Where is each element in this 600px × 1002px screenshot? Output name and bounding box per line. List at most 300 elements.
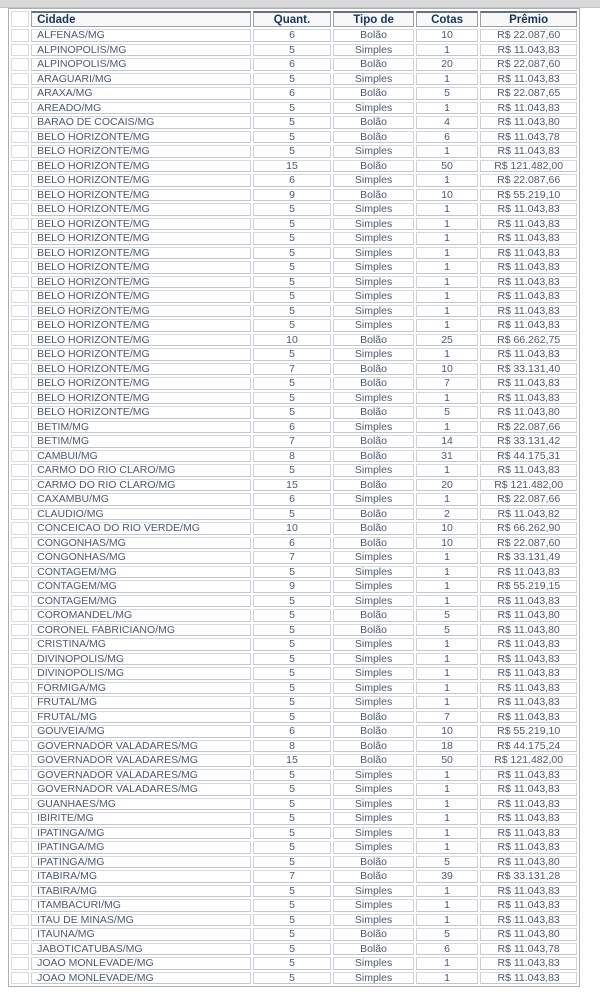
table-row xyxy=(11,116,577,129)
cell-cotas: 1 xyxy=(416,276,478,289)
row-spacer-cell xyxy=(11,421,29,434)
row-spacer-cell xyxy=(11,682,29,695)
cell-cotas: 1 xyxy=(416,798,478,811)
column-header-tipo: Tipo de xyxy=(333,11,414,27)
row-spacer-cell xyxy=(11,305,29,318)
cell-premio: R$ 11.043,83 xyxy=(480,218,577,231)
row-spacer-cell xyxy=(11,537,29,550)
cell-premio: R$ 121.482,00 xyxy=(480,754,577,767)
cell-premio: R$ 121.482,00 xyxy=(480,160,577,173)
cell-tipo: Simples xyxy=(333,290,414,303)
cell-cotas: 1 xyxy=(416,174,478,187)
cell-premio: R$ 11.043,83 xyxy=(480,290,577,303)
cell-tipo: Bolão xyxy=(333,29,414,42)
cell-tipo: Bolão xyxy=(333,928,414,941)
cell-quant: 10 xyxy=(253,522,332,535)
cell-cotas: 1 xyxy=(416,493,478,506)
cell-premio: R$ 66.262,90 xyxy=(480,522,577,535)
cell-tipo: Bolão xyxy=(333,160,414,173)
cell-cidade: JOAO MONLEVADE/MG xyxy=(31,972,251,985)
cell-cidade: CONCEICAO DO RIO VERDE/MG xyxy=(31,522,251,535)
cell-quant: 5 xyxy=(253,595,332,608)
cell-cotas: 5 xyxy=(416,856,478,869)
cell-tipo: Bolão xyxy=(333,609,414,622)
cell-tipo: Simples xyxy=(333,247,414,260)
cell-tipo: Bolão xyxy=(333,450,414,463)
cell-premio: R$ 11.043,80 xyxy=(480,116,577,129)
cell-quant: 5 xyxy=(253,261,332,274)
table-row xyxy=(11,464,577,477)
cell-cotas: 5 xyxy=(416,609,478,622)
cell-tipo: Bolão xyxy=(333,87,414,100)
cell-tipo: Simples xyxy=(333,493,414,506)
cell-cidade: BELO HORIZONTE/MG xyxy=(31,247,251,260)
cell-premio: R$ 11.043,83 xyxy=(480,682,577,695)
row-spacer-cell xyxy=(11,943,29,956)
row-spacer-cell xyxy=(11,870,29,883)
cell-cotas: 1 xyxy=(416,232,478,245)
table-header-row xyxy=(11,11,577,27)
cell-premio: R$ 11.043,78 xyxy=(480,131,577,144)
cell-quant: 5 xyxy=(253,566,332,579)
row-spacer-cell xyxy=(11,508,29,521)
table-row xyxy=(11,653,577,666)
table-row xyxy=(11,638,577,651)
cell-cidade: BELO HORIZONTE/MG xyxy=(31,218,251,231)
cell-cotas: 1 xyxy=(416,203,478,216)
row-spacer-cell xyxy=(11,624,29,637)
row-spacer-cell xyxy=(11,218,29,231)
table-row xyxy=(11,899,577,912)
cell-tipo: Bolão xyxy=(333,740,414,753)
cell-tipo: Simples xyxy=(333,812,414,825)
cell-tipo: Bolão xyxy=(333,870,414,883)
cell-premio: R$ 11.043,83 xyxy=(480,827,577,840)
cell-cotas: 5 xyxy=(416,624,478,637)
row-spacer-cell xyxy=(11,363,29,376)
cell-quant: 5 xyxy=(253,73,332,86)
table-row xyxy=(11,145,577,158)
cell-tipo: Simples xyxy=(333,957,414,970)
cell-quant: 5 xyxy=(253,943,332,956)
cell-tipo: Simples xyxy=(333,566,414,579)
row-spacer-cell xyxy=(11,377,29,390)
cell-cotas: 1 xyxy=(416,44,478,57)
cell-premio: R$ 11.043,83 xyxy=(480,566,577,579)
cell-tipo: Simples xyxy=(333,580,414,593)
cell-premio: R$ 11.043,83 xyxy=(480,812,577,825)
cell-premio: R$ 44.175,31 xyxy=(480,450,577,463)
row-spacer-cell xyxy=(11,928,29,941)
cell-tipo: Simples xyxy=(333,218,414,231)
cell-premio: R$ 11.043,83 xyxy=(480,203,577,216)
cell-quant: 6 xyxy=(253,725,332,738)
table-row xyxy=(11,189,577,202)
cell-cidade: CRISTINA/MG xyxy=(31,638,251,651)
cell-quant: 5 xyxy=(253,682,332,695)
cell-cidade: COROMANDEL/MG xyxy=(31,609,251,622)
cell-quant: 5 xyxy=(253,377,332,390)
cell-tipo: Bolão xyxy=(333,334,414,347)
cell-cidade: CAXAMBU/MG xyxy=(31,493,251,506)
cell-cotas: 1 xyxy=(416,305,478,318)
table-row xyxy=(11,696,577,709)
cell-cotas: 25 xyxy=(416,334,478,347)
cell-cidade: ALFENAS/MG xyxy=(31,29,251,42)
cell-quant: 7 xyxy=(253,551,332,564)
table-row xyxy=(11,174,577,187)
cell-quant: 5 xyxy=(253,638,332,651)
cell-premio: R$ 11.043,83 xyxy=(480,102,577,115)
table-row xyxy=(11,856,577,869)
row-spacer-cell xyxy=(11,696,29,709)
cell-cidade: ARAGUARI/MG xyxy=(31,73,251,86)
cell-quant: 5 xyxy=(253,769,332,782)
cell-quant: 5 xyxy=(253,102,332,115)
cell-premio: R$ 22.087,60 xyxy=(480,29,577,42)
cell-cidade: DIVINOPOLIS/MG xyxy=(31,667,251,680)
cell-tipo: Bolão xyxy=(333,754,414,767)
cell-cidade: IPATINGA/MG xyxy=(31,841,251,854)
table-row xyxy=(11,377,577,390)
cell-quant: 5 xyxy=(253,783,332,796)
table-row xyxy=(11,218,577,231)
cell-quant: 7 xyxy=(253,870,332,883)
row-spacer-cell xyxy=(11,145,29,158)
table-row xyxy=(11,551,577,564)
cell-cotas: 1 xyxy=(416,102,478,115)
row-spacer-cell xyxy=(11,827,29,840)
table-row xyxy=(11,29,577,42)
cell-cotas: 1 xyxy=(416,899,478,912)
cell-premio: R$ 11.043,83 xyxy=(480,638,577,651)
cell-tipo: Bolão xyxy=(333,624,414,637)
cell-cidade: BELO HORIZONTE/MG xyxy=(31,261,251,274)
cell-cotas: 1 xyxy=(416,145,478,158)
cell-quant: 5 xyxy=(253,145,332,158)
cell-cotas: 1 xyxy=(416,319,478,332)
cell-cidade: IPATINGA/MG xyxy=(31,827,251,840)
cell-cotas: 1 xyxy=(416,348,478,361)
cell-premio: R$ 11.043,83 xyxy=(480,885,577,898)
row-spacer-cell xyxy=(11,783,29,796)
row-spacer-cell xyxy=(11,609,29,622)
cell-cidade: CONTAGEM/MG xyxy=(31,595,251,608)
cell-cotas: 10 xyxy=(416,363,478,376)
cell-tipo: Simples xyxy=(333,769,414,782)
row-spacer-cell xyxy=(11,812,29,825)
cell-premio: R$ 11.043,78 xyxy=(480,943,577,956)
row-spacer-cell xyxy=(11,203,29,216)
cell-tipo: Simples xyxy=(333,305,414,318)
table-row xyxy=(11,334,577,347)
row-spacer-cell xyxy=(11,160,29,173)
row-spacer-cell xyxy=(11,522,29,535)
table-row xyxy=(11,348,577,361)
row-spacer-cell xyxy=(11,116,29,129)
cell-quant: 5 xyxy=(253,319,332,332)
cell-tipo: Simples xyxy=(333,783,414,796)
table-row xyxy=(11,44,577,57)
cell-cidade: ARAXA/MG xyxy=(31,87,251,100)
cell-cotas: 1 xyxy=(416,812,478,825)
cell-cidade: GOVERNADOR VALADARES/MG xyxy=(31,754,251,767)
cell-cotas: 1 xyxy=(416,827,478,840)
row-spacer-cell xyxy=(11,392,29,405)
cell-tipo: Bolão xyxy=(333,711,414,724)
cell-premio: R$ 22.087,60 xyxy=(480,58,577,71)
cell-quant: 5 xyxy=(253,464,332,477)
table-row xyxy=(11,580,577,593)
cell-quant: 7 xyxy=(253,435,332,448)
cell-premio: R$ 22.087,60 xyxy=(480,537,577,550)
cell-premio: R$ 11.043,83 xyxy=(480,972,577,985)
cell-cidade: JOAO MONLEVADE/MG xyxy=(31,957,251,970)
cell-tipo: Simples xyxy=(333,102,414,115)
row-spacer-cell xyxy=(11,29,29,42)
cell-premio: R$ 11.043,83 xyxy=(480,841,577,854)
table-row xyxy=(11,667,577,680)
cell-premio: R$ 11.043,83 xyxy=(480,305,577,318)
table-row xyxy=(11,841,577,854)
cell-premio: R$ 33.131,49 xyxy=(480,551,577,564)
cell-quant: 5 xyxy=(253,203,332,216)
cell-quant: 5 xyxy=(253,232,332,245)
column-header-premio: Prêmio xyxy=(480,11,577,27)
row-spacer-cell xyxy=(11,479,29,492)
cell-cotas: 1 xyxy=(416,653,478,666)
cell-premio: R$ 11.043,82 xyxy=(480,508,577,521)
cell-quant: 6 xyxy=(253,421,332,434)
row-spacer-cell xyxy=(11,247,29,260)
cell-cotas: 1 xyxy=(416,566,478,579)
cell-tipo: Simples xyxy=(333,174,414,187)
column-header-cidade: Cidade xyxy=(31,11,251,27)
cell-cidade: ALPINOPOLIS/MG xyxy=(31,44,251,57)
cell-cidade: CONTAGEM/MG xyxy=(31,566,251,579)
cell-premio: R$ 11.043,83 xyxy=(480,667,577,680)
cell-cidade: CARMO DO RIO CLARO/MG xyxy=(31,479,251,492)
cell-cidade: BELO HORIZONTE/MG xyxy=(31,145,251,158)
row-spacer-cell xyxy=(11,856,29,869)
cell-cidade: CLAUDIO/MG xyxy=(31,508,251,521)
table-row xyxy=(11,58,577,71)
cell-premio: R$ 55.219,15 xyxy=(480,580,577,593)
row-spacer-cell xyxy=(11,102,29,115)
cell-tipo: Simples xyxy=(333,551,414,564)
cell-premio: R$ 66.262,75 xyxy=(480,334,577,347)
cell-quant: 5 xyxy=(253,116,332,129)
cell-premio: R$ 11.043,80 xyxy=(480,928,577,941)
cell-cotas: 1 xyxy=(416,957,478,970)
row-spacer-cell xyxy=(11,740,29,753)
cell-premio: R$ 11.043,83 xyxy=(480,232,577,245)
cell-quant: 15 xyxy=(253,754,332,767)
cell-quant: 5 xyxy=(253,798,332,811)
cell-tipo: Simples xyxy=(333,653,414,666)
row-spacer-cell xyxy=(11,899,29,912)
cell-cotas: 5 xyxy=(416,928,478,941)
cell-cotas: 1 xyxy=(416,682,478,695)
table-row xyxy=(11,798,577,811)
row-spacer-cell xyxy=(11,841,29,854)
cell-cidade: BELO HORIZONTE/MG xyxy=(31,348,251,361)
cell-tipo: Simples xyxy=(333,464,414,477)
cell-tipo: Simples xyxy=(333,827,414,840)
cell-quant: 7 xyxy=(253,363,332,376)
cell-tipo: Bolão xyxy=(333,58,414,71)
cell-tipo: Simples xyxy=(333,972,414,985)
cell-cidade: ITAMBACURI/MG xyxy=(31,899,251,912)
cell-quant: 5 xyxy=(253,885,332,898)
cell-quant: 9 xyxy=(253,189,332,202)
cell-cidade: BELO HORIZONTE/MG xyxy=(31,319,251,332)
cell-tipo: Simples xyxy=(333,914,414,927)
cell-quant: 5 xyxy=(253,856,332,869)
cell-quant: 6 xyxy=(253,58,332,71)
cell-tipo: Simples xyxy=(333,885,414,898)
row-spacer-cell xyxy=(11,957,29,970)
row-spacer-cell xyxy=(11,189,29,202)
cell-quant: 8 xyxy=(253,740,332,753)
cell-tipo: Simples xyxy=(333,841,414,854)
cell-quant: 5 xyxy=(253,406,332,419)
cell-cotas: 7 xyxy=(416,711,478,724)
cell-cotas: 10 xyxy=(416,29,478,42)
cell-premio: R$ 11.043,83 xyxy=(480,711,577,724)
cell-cotas: 39 xyxy=(416,870,478,883)
table-row xyxy=(11,885,577,898)
cell-tipo: Bolão xyxy=(333,435,414,448)
table-row xyxy=(11,131,577,144)
cell-tipo: Bolão xyxy=(333,363,414,376)
cell-quant: 5 xyxy=(253,653,332,666)
cell-quant: 15 xyxy=(253,160,332,173)
cell-cotas: 1 xyxy=(416,841,478,854)
table-row xyxy=(11,247,577,260)
row-spacer-cell xyxy=(11,334,29,347)
table-row xyxy=(11,711,577,724)
cell-cidade: BETIM/MG xyxy=(31,435,251,448)
cell-cidade: CONTAGEM/MG xyxy=(31,580,251,593)
cell-cidade: AREADO/MG xyxy=(31,102,251,115)
cell-quant: 5 xyxy=(253,667,332,680)
cell-premio: R$ 11.043,80 xyxy=(480,609,577,622)
cell-tipo: Simples xyxy=(333,348,414,361)
cell-premio: R$ 11.043,83 xyxy=(480,261,577,274)
cell-quant: 6 xyxy=(253,87,332,100)
winners-by-city-table xyxy=(8,8,580,987)
row-spacer-cell xyxy=(11,319,29,332)
row-spacer-cell xyxy=(11,406,29,419)
cell-cotas: 14 xyxy=(416,435,478,448)
table-row xyxy=(11,725,577,738)
cell-premio: R$ 11.043,83 xyxy=(480,44,577,57)
cell-cidade: CARMO DO RIO CLARO/MG xyxy=(31,464,251,477)
cell-premio: R$ 11.043,83 xyxy=(480,319,577,332)
row-spacer-cell xyxy=(11,232,29,245)
table-row xyxy=(11,290,577,303)
cell-cotas: 31 xyxy=(416,450,478,463)
cell-tipo: Bolão xyxy=(333,537,414,550)
cell-quant: 5 xyxy=(253,957,332,970)
row-spacer-cell xyxy=(11,87,29,100)
row-spacer-cell xyxy=(11,174,29,187)
cell-cidade: BELO HORIZONTE/MG xyxy=(31,406,251,419)
cell-premio: R$ 11.043,83 xyxy=(480,957,577,970)
table-row xyxy=(11,957,577,970)
row-spacer-cell xyxy=(11,653,29,666)
cell-cotas: 6 xyxy=(416,131,478,144)
cell-premio: R$ 11.043,83 xyxy=(480,653,577,666)
cell-premio: R$ 33.131,28 xyxy=(480,870,577,883)
cell-tipo: Bolão xyxy=(333,406,414,419)
cell-premio: R$ 33.131,40 xyxy=(480,363,577,376)
cell-quant: 5 xyxy=(253,711,332,724)
cell-tipo: Bolão xyxy=(333,479,414,492)
cell-cidade: BELO HORIZONTE/MG xyxy=(31,363,251,376)
cell-cidade: ITAU DE MINAS/MG xyxy=(31,914,251,927)
cell-premio: R$ 11.043,83 xyxy=(480,899,577,912)
cell-cidade: BELO HORIZONTE/MG xyxy=(31,377,251,390)
cell-cotas: 50 xyxy=(416,160,478,173)
cell-premio: R$ 55.219,10 xyxy=(480,189,577,202)
table-row xyxy=(11,319,577,332)
cell-cotas: 1 xyxy=(416,392,478,405)
cell-quant: 5 xyxy=(253,841,332,854)
row-spacer-cell xyxy=(11,667,29,680)
row-spacer-cell xyxy=(11,73,29,86)
cell-cotas: 10 xyxy=(416,537,478,550)
table-row xyxy=(11,493,577,506)
cell-cotas: 5 xyxy=(416,406,478,419)
cell-cidade: DIVINOPOLIS/MG xyxy=(31,653,251,666)
table-row xyxy=(11,943,577,956)
row-spacer-cell xyxy=(11,348,29,361)
table-row xyxy=(11,261,577,274)
row-spacer-cell xyxy=(11,638,29,651)
table-row xyxy=(11,522,577,535)
cell-cidade: BELO HORIZONTE/MG xyxy=(31,160,251,173)
table-row xyxy=(11,682,577,695)
cell-cidade: BARAO DE COCAIS/MG xyxy=(31,116,251,129)
cell-premio: R$ 44.175,24 xyxy=(480,740,577,753)
cell-tipo: Bolão xyxy=(333,377,414,390)
cell-tipo: Simples xyxy=(333,44,414,57)
cell-cotas: 10 xyxy=(416,522,478,535)
cell-cidade: BELO HORIZONTE/MG xyxy=(31,334,251,347)
cell-cidade: GOVERNADOR VALADARES/MG xyxy=(31,740,251,753)
row-spacer-cell xyxy=(11,595,29,608)
cell-cotas: 1 xyxy=(416,638,478,651)
table-row xyxy=(11,276,577,289)
table-row xyxy=(11,102,577,115)
cell-tipo: Bolão xyxy=(333,508,414,521)
cell-premio: R$ 11.043,83 xyxy=(480,783,577,796)
cell-cidade: GUANHAES/MG xyxy=(31,798,251,811)
cell-tipo: Simples xyxy=(333,638,414,651)
cell-cidade: BELO HORIZONTE/MG xyxy=(31,232,251,245)
cell-tipo: Simples xyxy=(333,595,414,608)
cell-premio: R$ 11.043,83 xyxy=(480,914,577,927)
cell-premio: R$ 55.219,10 xyxy=(480,725,577,738)
table-row xyxy=(11,203,577,216)
cell-tipo: Simples xyxy=(333,276,414,289)
row-spacer-cell xyxy=(11,798,29,811)
cell-tipo: Simples xyxy=(333,421,414,434)
row-spacer-cell xyxy=(11,450,29,463)
header-spacer-cell xyxy=(11,11,29,27)
